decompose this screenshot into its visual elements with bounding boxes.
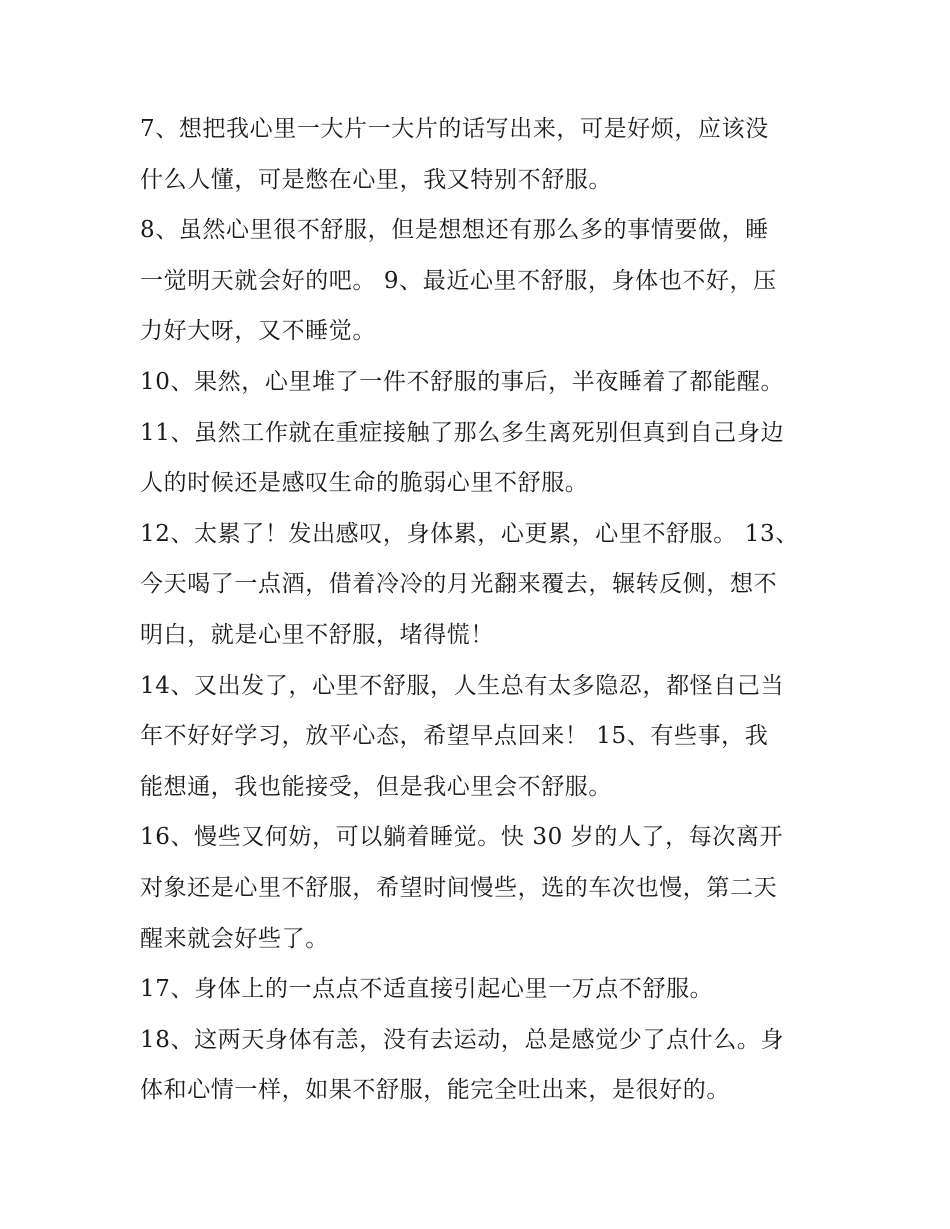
paragraph: [140, 661, 820, 813]
paragraph: [140, 1015, 820, 1116]
paragraph-line: 14、又出发了，心里不舒服，人生总有太多隐忍，都怪自己当: [140, 672, 785, 699]
paragraph-line: 10、果然，心里堆了一件不舒服的事后，半夜睡着了都能醒。: [140, 368, 785, 395]
paragraph-line: 能想通，我也能接受，但是我心里会不舒服。: [140, 773, 612, 800]
paragraph-line: 力好大呀，又不睡觉。: [140, 318, 376, 345]
paragraph-line: 人的时候还是感叹生命的脆弱心里不舒服。: [140, 470, 589, 497]
paragraph-line: 年不好好学习，放平心态，希望早点回来！ 15、有些事，我: [140, 723, 769, 750]
paragraph: [140, 205, 820, 357]
paragraph-line: 17、身体上的一点点不适直接引起心里一万点不舒服。: [140, 976, 714, 1003]
paragraph-line: 一觉明天就会好的吧。 9、最近心里不舒服，身体也不好，压: [140, 267, 777, 294]
paragraph-line: 18、这两天身体有恙，没有去运动，总是感觉少了点什么。身: [140, 1026, 785, 1053]
paragraph: [140, 357, 820, 408]
paragraph-line: 7、想把我心里一大片一大片的话写出来，可是好烦，应该没: [140, 116, 769, 142]
paragraph-line: 16、慢些又何妨，可以躺着睡觉。快 30 岁的人了，每次离开: [140, 824, 784, 851]
paragraph-line: 今天喝了一点酒，借着冷冷的月光翻来覆去，辗转反侧，想不: [140, 571, 778, 598]
paragraph-line: 什么人懂，可是憋在心里，我又特别不舒服。: [140, 166, 612, 193]
paragraph-line: 明白，就是心里不舒服，堵得慌！: [140, 621, 494, 648]
paragraph-line: 8、虽然心里很不舒服，但是想想还有那么多的事情要做，睡: [140, 217, 769, 244]
paragraph-line: 11、虽然工作就在重症接触了那么多生离死别但真到自己身边: [140, 419, 785, 446]
paragraph: [140, 812, 820, 964]
paragraph-line: 对象还是心里不舒服，希望时间慢些，选的车次也慢，第二天: [140, 874, 778, 901]
paragraph-line: 12、太累了！发出感叹，身体累，心更累，心里不舒服。 13、: [140, 520, 799, 547]
paragraph: [140, 104, 820, 205]
paragraph: [140, 964, 820, 1015]
paragraph: [140, 408, 820, 509]
document-body: [140, 104, 820, 1116]
paragraph: [140, 509, 820, 661]
paragraph-line: 体和心情一样，如果不舒服，能完全吐出来，是很好的。: [140, 1077, 730, 1104]
paragraph-line: 醒来就会好些了。: [140, 925, 329, 952]
